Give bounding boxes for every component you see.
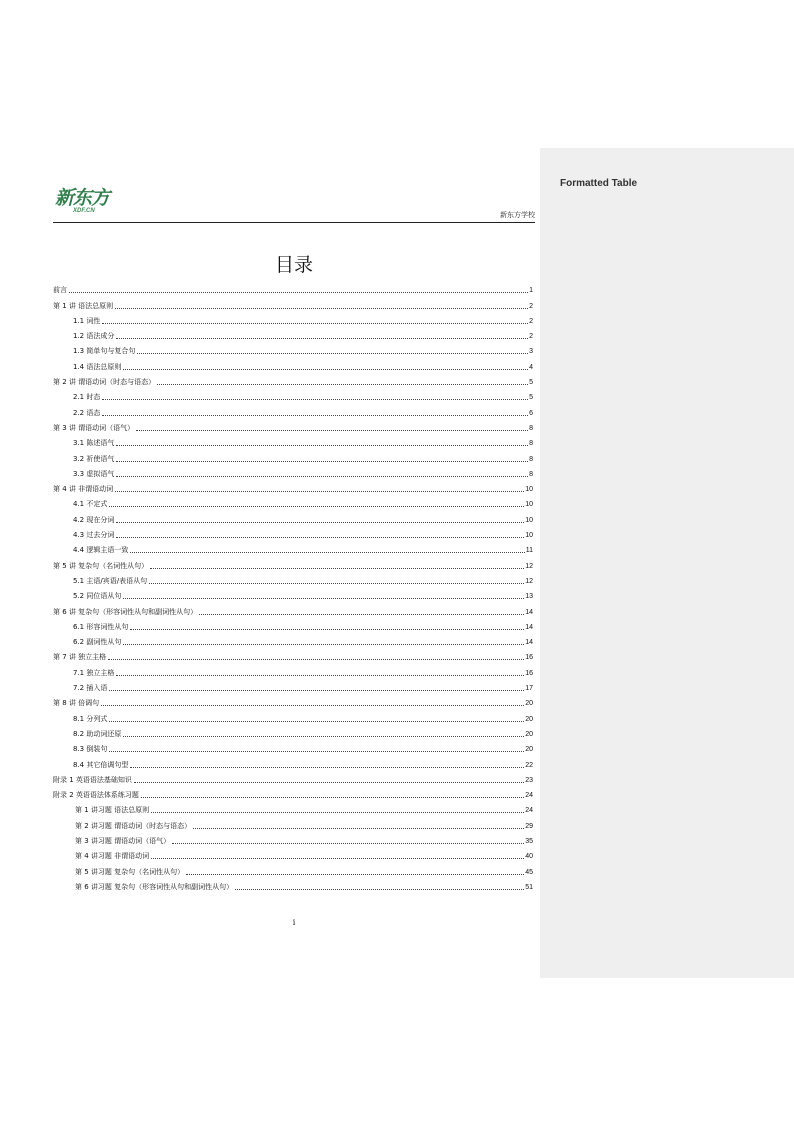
toc-entry[interactable] — [53, 693, 533, 708]
toc-entry-label: 第 3 讲 谓语动词（语气） — [53, 423, 135, 432]
toc-entry-label: 4.1 不定式 — [73, 500, 108, 509]
toc-entry[interactable] — [53, 708, 533, 723]
toc-leader-dots — [172, 842, 524, 844]
toc-entry-label: 第 5 讲习题 复杂句（名词性从句） — [75, 867, 185, 876]
toc-entry-label: 第 5 讲 复杂句（名词性从句） — [53, 561, 149, 570]
toc-entry-page: 20 — [525, 700, 533, 708]
toc-entry[interactable] — [53, 433, 533, 448]
toc-entry[interactable] — [53, 662, 533, 677]
toc-entry-label: 第 2 讲 谓语动词（时态与语态） — [53, 378, 156, 387]
toc-leader-dots — [116, 674, 524, 676]
toc-entry-page: 10 — [525, 516, 533, 524]
toc-entry[interactable] — [53, 770, 533, 785]
toc-entry-page: 29 — [525, 822, 533, 830]
toc-entry-page: 23 — [525, 776, 533, 784]
toc-leader-dots — [134, 781, 524, 783]
toc-entry[interactable] — [53, 555, 533, 570]
toc-entry-page: 40 — [525, 853, 533, 861]
toc-entry[interactable] — [53, 387, 533, 402]
toc-entry[interactable] — [53, 678, 533, 693]
toc-entry[interactable] — [53, 586, 533, 601]
toc-entry-label: 第 2 讲习题 谓语动词（时态与语态） — [75, 821, 192, 830]
toc-entry-page: 16 — [525, 654, 533, 662]
toc-entry-label: 第 7 讲 独立主格 — [53, 653, 107, 662]
toc-leader-dots — [115, 490, 524, 492]
toc-leader-dots — [136, 429, 528, 431]
toc-entry-page: 13 — [525, 593, 533, 601]
toc-entry[interactable] — [53, 632, 533, 647]
toc-leader-dots — [141, 796, 524, 798]
toc-entry-page: 14 — [525, 623, 533, 631]
toc-leader-dots — [109, 505, 524, 507]
toc-entry-page: 20 — [525, 715, 533, 723]
toc-entry-label: 2.2 语态 — [73, 408, 101, 417]
toc-entry-label: 2.1 时态 — [73, 393, 101, 402]
toc-entry[interactable] — [53, 402, 533, 417]
toc-leader-dots — [123, 368, 528, 370]
toc-leader-dots — [101, 704, 524, 706]
toc-entry-page: 45 — [525, 868, 533, 876]
toc-leader-dots — [116, 536, 524, 538]
toc-entry-label: 1.3 简单句与复合句 — [73, 347, 136, 356]
toc-leader-dots — [69, 291, 528, 293]
toc-leader-dots — [116, 475, 528, 477]
toc-entry-label: 6.2 副词性从句 — [73, 638, 122, 647]
toc-entry-page: 8 — [529, 470, 533, 478]
toc-entry-label: 4.3 过去分词 — [73, 531, 115, 540]
toc-entry-page: 4 — [529, 363, 533, 371]
toc-entry-label: 第 6 讲 复杂句（形容词性从句和副词性从句） — [53, 607, 198, 616]
toc-leader-dots — [116, 337, 528, 339]
toc-entry-label: 5.2 同位语从句 — [73, 592, 122, 601]
toc-entry-label: 第 4 讲 非谓语动词 — [53, 485, 114, 494]
toc-entry[interactable] — [53, 831, 533, 846]
toc-entry-label: 4.4 逻辑主语一致 — [73, 546, 129, 555]
toc-leader-dots — [150, 567, 524, 569]
toc-entry[interactable] — [53, 525, 533, 540]
table-of-contents — [53, 280, 533, 892]
toc-leader-dots — [130, 628, 524, 630]
toc-entry-label: 第 1 讲习题 语法总原则 — [75, 806, 150, 815]
toc-entry-label: 4.2 现在分词 — [73, 515, 115, 524]
toc-entry-page: 51 — [525, 883, 533, 891]
toc-entry[interactable] — [53, 739, 533, 754]
toc-entry-page: 20 — [525, 746, 533, 754]
toc-entry-page: 8 — [529, 440, 533, 448]
toc-entry[interactable] — [53, 311, 533, 326]
toc-entry-page: 5 — [529, 394, 533, 402]
toc-entry[interactable] — [53, 464, 533, 479]
toc-entry[interactable] — [53, 601, 533, 616]
toc-leader-dots — [235, 888, 524, 890]
comment-pane — [540, 148, 794, 978]
toc-entry-page: 2 — [529, 333, 533, 341]
toc-entry[interactable] — [53, 418, 533, 433]
toc-entry-page: 12 — [525, 577, 533, 585]
toc-entry-page: 8 — [529, 424, 533, 432]
toc-leader-dots — [199, 613, 524, 615]
school-name: 新东方学校 — [500, 211, 535, 219]
toc-entry-page: 10 — [525, 486, 533, 494]
logo-sub-text: XDF.CN — [73, 208, 95, 214]
toc-entry-page: 24 — [525, 807, 533, 815]
toc-leader-dots — [116, 444, 528, 446]
toc-leader-dots — [108, 658, 524, 660]
header-rule — [53, 222, 535, 223]
toc-entry-label: 8.3 倒装句 — [73, 745, 108, 754]
toc-entry-label: 3.1 陈述语气 — [73, 439, 115, 448]
toc-entry-page: 16 — [525, 669, 533, 677]
toc-leader-dots — [109, 750, 524, 752]
toc-leader-dots — [130, 766, 524, 768]
toc-entry-label: 3.3 虚拟语气 — [73, 469, 115, 478]
toc-entry[interactable] — [53, 571, 533, 586]
toc-entry[interactable] — [53, 295, 533, 310]
toc-leader-dots — [102, 322, 528, 324]
toc-entry-page: 10 — [525, 501, 533, 509]
toc-leader-dots — [115, 307, 528, 309]
toc-entry-label: 前言 — [53, 286, 67, 295]
toc-entry[interactable] — [53, 877, 533, 892]
toc-entry-page: 10 — [525, 532, 533, 540]
toc-title: 目录 — [274, 254, 313, 276]
toc-entry-page: 5 — [529, 379, 533, 387]
toc-leader-dots — [149, 582, 524, 584]
toc-entry[interactable] — [53, 785, 533, 800]
toc-entry-label: 8.1 分列式 — [73, 714, 108, 723]
toc-entry-page: 2 — [529, 317, 533, 325]
toc-entry-page: 14 — [525, 608, 533, 616]
toc-entry[interactable] — [53, 647, 533, 662]
toc-entry[interactable] — [53, 617, 533, 632]
toc-entry-page: 14 — [525, 639, 533, 647]
toc-leader-dots — [102, 414, 528, 416]
toc-entry-label: 第 6 讲习题 复杂句（形容词性从句和副词性从句） — [75, 882, 234, 891]
toc-entry-label: 7.2 插入语 — [73, 684, 108, 693]
toc-entry[interactable] — [53, 341, 533, 356]
toc-entry-page: 11 — [525, 547, 533, 555]
toc-entry-page: 2 — [529, 302, 533, 310]
toc-entry-label: 第 8 讲 倍调句 — [53, 699, 100, 708]
toc-leader-dots — [123, 597, 524, 599]
toc-entry-label: 第 3 讲习题 谓语动词（语气） — [75, 836, 171, 845]
toc-entry[interactable] — [53, 815, 533, 830]
page-number: i — [292, 918, 296, 927]
toc-entry[interactable] — [53, 372, 533, 387]
logo-main-text: 新东方 — [55, 187, 110, 209]
toc-entry[interactable] — [53, 509, 533, 524]
toc-entry[interactable] — [53, 494, 533, 509]
toc-entry[interactable] — [53, 540, 533, 555]
toc-leader-dots — [109, 720, 524, 722]
toc-entry[interactable] — [53, 280, 533, 295]
toc-entry[interactable] — [53, 861, 533, 876]
toc-entry-label: 3.2 祈使语气 — [73, 454, 115, 463]
toc-leader-dots — [102, 398, 528, 400]
toc-entry-label: 第 4 讲习题 非谓语动词 — [75, 852, 150, 861]
page-header — [53, 186, 535, 224]
toc-entry-page: 17 — [525, 685, 533, 693]
toc-leader-dots — [193, 827, 524, 829]
toc-entry-label: 第 1 讲 语法总原则 — [53, 301, 114, 310]
toc-entry-page: 3 — [529, 348, 533, 356]
toc-entry-label: 8.4 其它倍调句型 — [73, 760, 129, 769]
toc-leader-dots — [157, 383, 528, 385]
toc-leader-dots — [130, 551, 524, 553]
toc-leader-dots — [123, 735, 524, 737]
toc-entry[interactable] — [53, 448, 533, 463]
toc-leader-dots — [186, 873, 524, 875]
toc-leader-dots — [151, 857, 524, 859]
toc-leader-dots — [151, 811, 524, 813]
toc-entry-page: 35 — [525, 837, 533, 845]
toc-entry-label: 1.1 词性 — [73, 316, 101, 325]
toc-entry-label: 7.1 独立主格 — [73, 668, 115, 677]
toc-entry-page: 8 — [529, 455, 533, 463]
toc-entry-page: 20 — [525, 730, 533, 738]
toc-entry-label: 附录 1 英语语法基础知识 — [53, 775, 132, 784]
toc-entry[interactable] — [53, 800, 533, 815]
toc-entry-page: 6 — [529, 409, 533, 417]
toc-entry[interactable] — [53, 356, 533, 371]
toc-leader-dots — [109, 689, 524, 691]
toc-leader-dots — [116, 460, 528, 462]
toc-entry[interactable] — [53, 754, 533, 769]
toc-entry[interactable] — [53, 724, 533, 739]
xdf-logo — [55, 188, 109, 214]
toc-entry-label: 8.2 助动词还原 — [73, 729, 122, 738]
toc-leader-dots — [116, 521, 524, 523]
toc-entry-page: 1 — [529, 287, 533, 295]
toc-entry-label: 5.1 主语/宾语/表语从句 — [73, 576, 148, 585]
toc-entry[interactable] — [53, 846, 533, 861]
comment-pane-title: Formatted Table — [560, 178, 638, 189]
toc-entry-label: 1.4 语法总原则 — [73, 362, 122, 371]
toc-entry-page: 24 — [525, 792, 533, 800]
toc-entry-label: 附录 2 英语语法体系练习题 — [53, 791, 139, 800]
toc-entry-page: 22 — [525, 761, 533, 769]
toc-entry[interactable] — [53, 326, 533, 341]
toc-entry-label: 6.1 形容词性从句 — [73, 622, 129, 631]
toc-entry-label: 1.2 语法成分 — [73, 332, 115, 341]
toc-entry[interactable] — [53, 479, 533, 494]
toc-entry-page: 12 — [525, 562, 533, 570]
toc-leader-dots — [123, 643, 524, 645]
toc-leader-dots — [137, 352, 528, 354]
